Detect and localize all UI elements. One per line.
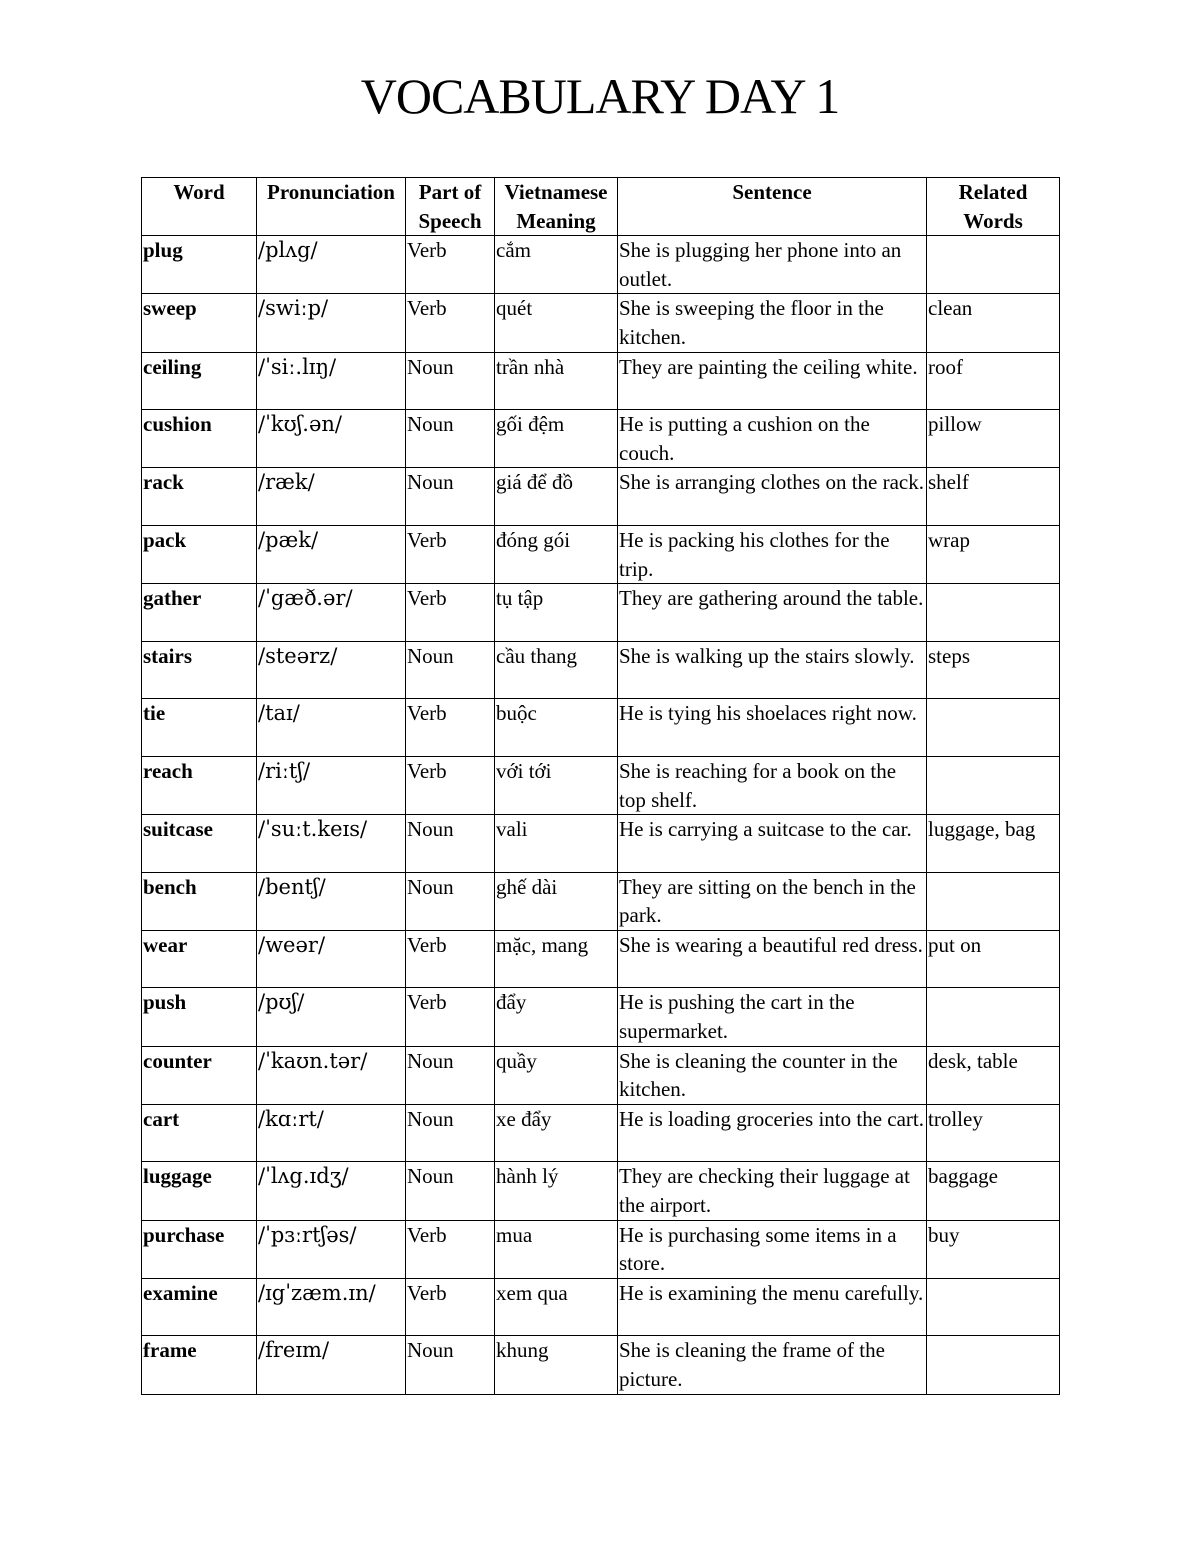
table-cell-part-of-speech: Verb	[406, 930, 495, 988]
table-cell-pronunciation: /riːtʃ/	[257, 756, 406, 814]
table-cell-pronunciation: /bentʃ/	[257, 872, 406, 930]
table-cell-sentence: She is cleaning the frame of the picture.	[618, 1336, 927, 1394]
table-cell-meaning: xe đẩy	[495, 1104, 618, 1162]
table-cell-meaning: với tới	[495, 756, 618, 814]
table-cell-sentence: She is wearing a beautiful red dress.	[618, 930, 927, 988]
table-cell-related-words	[927, 756, 1060, 814]
table-cell-part-of-speech: Noun	[406, 410, 495, 468]
table-cell-word: suitcase	[142, 815, 257, 873]
column-header-sentence: Sentence	[618, 178, 927, 236]
table-cell-related-words: clean	[927, 294, 1060, 352]
table-cell-meaning: giá để đồ	[495, 468, 618, 526]
table-cell-pronunciation: /taɪ/	[257, 699, 406, 757]
table-cell-sentence: She is cleaning the counter in the kitchen.	[618, 1046, 927, 1104]
table-cell-sentence: They are checking their luggage at the airport.	[618, 1162, 927, 1220]
table-cell-word: counter	[142, 1046, 257, 1104]
table-cell-meaning: quầy	[495, 1046, 618, 1104]
table-row	[142, 872, 1060, 930]
table-cell-word: rack	[142, 468, 257, 526]
table-cell-related-words: luggage, bag	[927, 815, 1060, 873]
table-cell-meaning: cầu thang	[495, 641, 618, 699]
table-cell-word: tie	[142, 699, 257, 757]
table-cell-word: bench	[142, 872, 257, 930]
table-row	[142, 641, 1060, 699]
table-cell-meaning: vali	[495, 815, 618, 873]
table-cell-part-of-speech: Noun	[406, 815, 495, 873]
table-cell-related-words	[927, 236, 1060, 294]
table-cell-pronunciation: /plʌg/	[257, 236, 406, 294]
table-cell-meaning: đóng gói	[495, 525, 618, 583]
table-row	[142, 352, 1060, 410]
table-cell-sentence: She is walking up the stairs slowly.	[618, 641, 927, 699]
table-cell-related-words: buy	[927, 1220, 1060, 1278]
table-cell-word: ceiling	[142, 352, 257, 410]
table-row	[142, 1046, 1060, 1104]
table-header-row	[142, 178, 1060, 236]
table-cell-part-of-speech: Verb	[406, 525, 495, 583]
table-cell-related-words	[927, 584, 1060, 642]
table-cell-related-words: desk, table	[927, 1046, 1060, 1104]
table-cell-word: cushion	[142, 410, 257, 468]
table-cell-pronunciation: /ˈkʊʃ.ən/	[257, 410, 406, 468]
table-cell-meaning: tụ tập	[495, 584, 618, 642]
table-row	[142, 815, 1060, 873]
table-row	[142, 756, 1060, 814]
table-cell-meaning: cắm	[495, 236, 618, 294]
table-cell-pronunciation: /steərz/	[257, 641, 406, 699]
table-cell-meaning: xem qua	[495, 1278, 618, 1336]
table-cell-related-words: roof	[927, 352, 1060, 410]
table-cell-sentence: He is carrying a suitcase to the car.	[618, 815, 927, 873]
table-cell-related-words: steps	[927, 641, 1060, 699]
table-row	[142, 988, 1060, 1046]
table-cell-part-of-speech: Verb	[406, 756, 495, 814]
table-cell-sentence: He is purchasing some items in a store.	[618, 1220, 927, 1278]
table-row	[142, 294, 1060, 352]
table-cell-pronunciation: /ˈlʌg.ɪdʒ/	[257, 1162, 406, 1220]
table-cell-part-of-speech: Verb	[406, 584, 495, 642]
vocabulary-table	[141, 177, 1060, 1395]
table-cell-sentence: They are sitting on the bench in the park.	[618, 872, 927, 930]
table-cell-sentence: He is loading groceries into the cart.	[618, 1104, 927, 1162]
table-cell-related-words: pillow	[927, 410, 1060, 468]
table-cell-part-of-speech: Verb	[406, 699, 495, 757]
table-cell-word: frame	[142, 1336, 257, 1394]
table-row	[142, 699, 1060, 757]
table-cell-related-words	[927, 988, 1060, 1046]
table-cell-pronunciation: /ɪgˈzæm.ɪn/	[257, 1278, 406, 1336]
table-cell-meaning: mua	[495, 1220, 618, 1278]
table-cell-meaning: quét	[495, 294, 618, 352]
table-cell-sentence: He is packing his clothes for the trip.	[618, 525, 927, 583]
table-cell-pronunciation: /pʊʃ/	[257, 988, 406, 1046]
table-cell-sentence: He is tying his shoelaces right now.	[618, 699, 927, 757]
column-header-word: Word	[142, 178, 257, 236]
table-cell-sentence: They are painting the ceiling white.	[618, 352, 927, 410]
table-cell-word: purchase	[142, 1220, 257, 1278]
table-cell-pronunciation: /ˈkaʊn.tər/	[257, 1046, 406, 1104]
table-cell-related-words: trolley	[927, 1104, 1060, 1162]
table-cell-sentence: She is sweeping the floor in the kitchen.	[618, 294, 927, 352]
table-row	[142, 468, 1060, 526]
table-cell-part-of-speech: Noun	[406, 1104, 495, 1162]
table-row	[142, 410, 1060, 468]
table-cell-sentence: He is examining the menu carefully.	[618, 1278, 927, 1336]
column-header-pronunciation: Pronunciation	[257, 178, 406, 236]
table-row	[142, 1104, 1060, 1162]
page-title: VOCABULARY DAY 1	[360, 68, 840, 124]
table-row	[142, 1220, 1060, 1278]
table-row	[142, 584, 1060, 642]
table-cell-pronunciation: /pæk/	[257, 525, 406, 583]
table-cell-pronunciation: /ˈgæð.ər/	[257, 584, 406, 642]
table-cell-part-of-speech: Verb	[406, 1220, 495, 1278]
table-cell-part-of-speech: Verb	[406, 294, 495, 352]
table-row	[142, 525, 1060, 583]
table-cell-word: stairs	[142, 641, 257, 699]
table-cell-pronunciation: /ˈsuːt.keɪs/	[257, 815, 406, 873]
table-cell-word: plug	[142, 236, 257, 294]
table-cell-meaning: đẩy	[495, 988, 618, 1046]
table-cell-related-words	[927, 1336, 1060, 1394]
table-cell-word: reach	[142, 756, 257, 814]
table-cell-related-words	[927, 1278, 1060, 1336]
table-cell-sentence: He is putting a cushion on the couch.	[618, 410, 927, 468]
table-cell-sentence: She is reaching for a book on the top shelf.	[618, 756, 927, 814]
table-cell-word: cart	[142, 1104, 257, 1162]
table-cell-pronunciation: /ˈsiː.lɪŋ/	[257, 352, 406, 410]
table-cell-part-of-speech: Verb	[406, 236, 495, 294]
table-cell-related-words: put on	[927, 930, 1060, 988]
table-cell-sentence: They are gathering around the table.	[618, 584, 927, 642]
table-cell-part-of-speech: Noun	[406, 872, 495, 930]
table-cell-meaning: khung	[495, 1336, 618, 1394]
table-cell-pronunciation: /swiːp/	[257, 294, 406, 352]
table-cell-related-words	[927, 699, 1060, 757]
column-header-related-words: Related Words	[927, 178, 1060, 236]
table-cell-sentence: She is plugging her phone into an outlet.	[618, 236, 927, 294]
table-cell-meaning: buộc	[495, 699, 618, 757]
column-header-part-of-speech: Part of Speech	[406, 178, 495, 236]
table-cell-part-of-speech: Noun	[406, 352, 495, 410]
table-cell-part-of-speech: Verb	[406, 1278, 495, 1336]
table-cell-pronunciation: /ˈpɜːrtʃəs/	[257, 1220, 406, 1278]
table-cell-related-words: wrap	[927, 525, 1060, 583]
table-cell-meaning: ghế dài	[495, 872, 618, 930]
column-header-vietnamese-meaning: Vietnamese Meaning	[495, 178, 618, 236]
table-row	[142, 1278, 1060, 1336]
table-cell-related-words: baggage	[927, 1162, 1060, 1220]
table-cell-pronunciation: /kɑːrt/	[257, 1104, 406, 1162]
table-row	[142, 930, 1060, 988]
table-cell-part-of-speech: Noun	[406, 1046, 495, 1104]
table-cell-word: push	[142, 988, 257, 1046]
table-cell-meaning: gối đệm	[495, 410, 618, 468]
table-cell-word: luggage	[142, 1162, 257, 1220]
table-cell-word: sweep	[142, 294, 257, 352]
table-cell-word: wear	[142, 930, 257, 988]
table-cell-pronunciation: /ræk/	[257, 468, 406, 526]
table-cell-part-of-speech: Noun	[406, 641, 495, 699]
table-body	[142, 236, 1060, 1394]
table-cell-part-of-speech: Noun	[406, 468, 495, 526]
table-cell-sentence: She is arranging clothes on the rack.	[618, 468, 927, 526]
table-cell-meaning: trần nhà	[495, 352, 618, 410]
table-cell-meaning: mặc, mang	[495, 930, 618, 988]
table-cell-part-of-speech: Noun	[406, 1336, 495, 1394]
table-cell-related-words	[927, 872, 1060, 930]
table-row	[142, 1162, 1060, 1220]
table-cell-part-of-speech: Noun	[406, 1162, 495, 1220]
table-cell-pronunciation: /freɪm/	[257, 1336, 406, 1394]
table-cell-sentence: He is pushing the cart in the supermarket.	[618, 988, 927, 1046]
table-cell-meaning: hành lý	[495, 1162, 618, 1220]
table-cell-word: pack	[142, 525, 257, 583]
table-row	[142, 1336, 1060, 1394]
table-row	[142, 236, 1060, 294]
table-cell-related-words: shelf	[927, 468, 1060, 526]
table-cell-pronunciation: /weər/	[257, 930, 406, 988]
table-cell-word: gather	[142, 584, 257, 642]
table-cell-part-of-speech: Verb	[406, 988, 495, 1046]
table-cell-word: examine	[142, 1278, 257, 1336]
